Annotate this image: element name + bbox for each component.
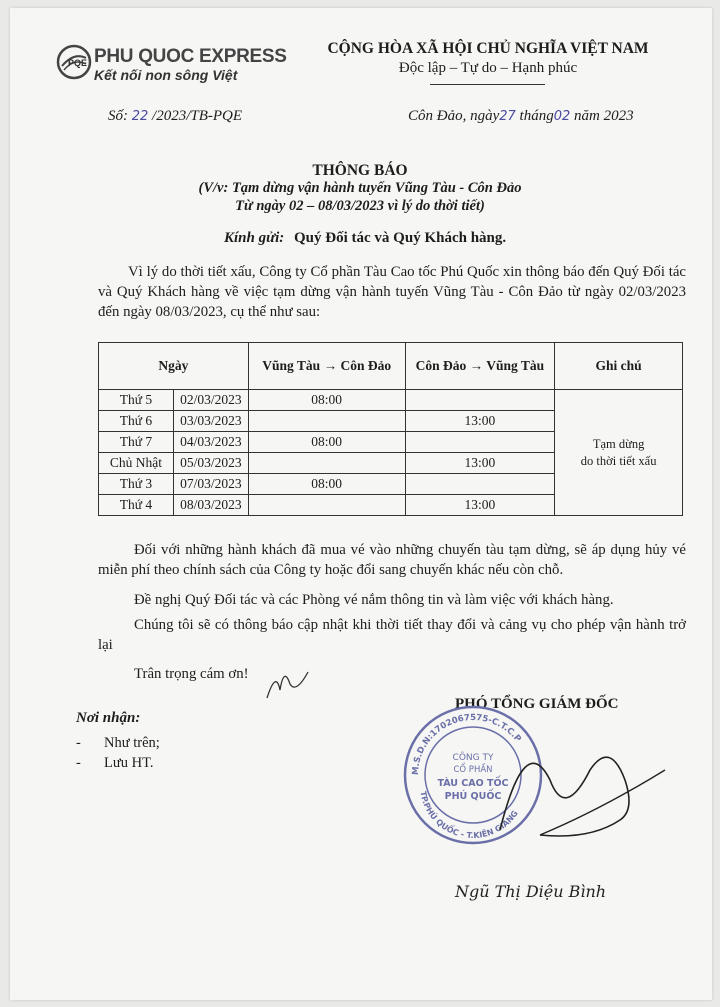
vt-cd-cell: 08:00 xyxy=(248,432,405,453)
salutation-label: Kính gửi: xyxy=(224,230,285,246)
date-month-label: tháng xyxy=(519,108,554,124)
ref-prefix: Số: xyxy=(108,108,128,124)
note-line1: Tạm dừng xyxy=(592,436,645,451)
vt-cd-cell xyxy=(248,453,405,474)
company-name: PHU QUOC EXPRESS xyxy=(94,46,287,67)
notice-subject-line2: Từ ngày 02 – 08/03/2023 vì lý do thời tiết) xyxy=(235,198,485,214)
date-year: năm 2023 xyxy=(574,108,634,124)
ref-number: 22 xyxy=(131,109,149,124)
initial-scribble-icon xyxy=(262,660,312,705)
company-slogan: Kết nối non sông Việt xyxy=(94,67,238,83)
header-note: Ghi chú xyxy=(555,343,683,390)
date-cell: 08/03/2023 xyxy=(173,495,248,516)
ref-suffix: /2023/TB-PQE xyxy=(152,108,243,124)
svg-text:PHÚ QUỐC: PHÚ QUỐC xyxy=(444,791,502,802)
paragraph-update: Chúng tôi sẽ có thông báo cập nhật khi thời tiết thay đổi và cảng vụ cho phép vận hành trở lại xyxy=(98,617,686,653)
notice-subject-line1: (V/v: Tạm dừng vận hành tuyến Vũng Tàu - Côn Đảo xyxy=(198,180,522,196)
paragraph-refund: Đối với những hành khách đã mua vé vào những chuyến tàu tạm dừng, sẽ áp dụng hủy vé miễn phí theo chính sách của Công ty hoặc đổi sang chuyến khác nếu còn chỗ. xyxy=(98,542,686,578)
cd-vt-cell xyxy=(405,432,555,453)
cd-vt-cell xyxy=(405,390,555,411)
table-header-row xyxy=(99,343,683,390)
date-cell: 04/03/2023 xyxy=(173,432,248,453)
weekday-cell: Thứ 4 xyxy=(99,495,174,516)
paragraph-thanks: Trân trọng cám ơn! xyxy=(134,666,249,682)
recipient-item: - Lưu HT. xyxy=(76,755,154,771)
weekday-cell: Thứ 5 xyxy=(99,390,174,411)
cd-vt-cell: 13:00 xyxy=(405,453,555,474)
paragraph-intro: Vì lý do thời tiết xấu, Công ty Cổ phần Tàu Cao tốc Phú Quốc xin thông báo đến Quý Đối tác và Quý Khách hàng về việc tạm dừng vận hành tuyến Vũng Tàu - Côn Đảo từ ngày 02/03/2023 đến ngày 08/03/2023, cụ thể như sau: xyxy=(98,264,686,320)
note-cell xyxy=(555,390,683,516)
date-month: 02 xyxy=(553,109,571,124)
cd-vt-cell: 13:00 xyxy=(405,495,555,516)
vt-cd-cell: 08:00 xyxy=(248,390,405,411)
signature-stroke-icon xyxy=(440,710,670,860)
nation-motto: Độc lập – Tự do – Hạnh phúc xyxy=(398,60,578,76)
header-day: Ngày xyxy=(99,343,249,390)
vt-cd-cell xyxy=(248,411,405,432)
motto-underline xyxy=(430,84,545,85)
date-cell: 02/03/2023 xyxy=(173,390,248,411)
header-cd-vt: Côn Đảo → Vũng Tàu xyxy=(405,343,555,390)
signer-name: Ngũ Thị Diệu Bình xyxy=(455,882,607,901)
weekday-cell: Chủ Nhật xyxy=(99,453,174,474)
weekday-cell: Thứ 7 xyxy=(99,432,174,453)
weekday-cell: Thứ 6 xyxy=(99,411,174,432)
paragraph-request: Đề nghị Quý Đối tác và các Phòng vé nắm thông tin và làm việc với khách hàng. xyxy=(134,592,614,608)
signer-role: PHÓ TỔNG GIÁM ĐỐC xyxy=(455,696,619,712)
table-row xyxy=(99,390,683,411)
svg-text:TÀU CAO TỐC: TÀU CAO TỐC xyxy=(437,778,509,789)
salutation-to: Quý Đối tác và Quý Khách hàng. xyxy=(294,230,507,246)
reference-number xyxy=(108,108,242,125)
header-vt-cd: Vũng Tàu → Côn Đảo xyxy=(248,343,405,390)
svg-text:TP.PHÚ QUỐC - T.KIÊN GIANG: TP.PHÚ QUỐC - T.KIÊN GIANG xyxy=(418,790,520,841)
vt-cd-cell xyxy=(248,495,405,516)
date-place: Côn Đảo, ngày xyxy=(408,108,500,124)
issue-date xyxy=(408,108,634,125)
logo-mark-text: PQE xyxy=(68,58,88,68)
date-cell: 03/03/2023 xyxy=(173,411,248,432)
nation-title: CỘNG HÒA XÃ HỘI CHỦ NGHĨA VIỆT NAM xyxy=(327,40,649,57)
date-cell: 07/03/2023 xyxy=(173,474,248,495)
recipient-item: - Như trên; xyxy=(76,735,160,751)
salutation xyxy=(224,230,506,247)
recipients-label: Nơi nhận: xyxy=(76,710,141,726)
company-logo-icon xyxy=(56,44,92,80)
vt-cd-cell: 08:00 xyxy=(248,474,405,495)
svg-text:M.S.D.N:1702067575-C.T.C.P: M.S.D.N:1702067575-C.T.C.P xyxy=(410,713,523,776)
date-day: 27 xyxy=(499,109,516,124)
notice-title: THÔNG BÁO xyxy=(312,162,408,179)
cd-vt-cell xyxy=(405,474,555,495)
schedule-table xyxy=(98,342,683,516)
svg-text:CỔ PHẦN: CỔ PHẦN xyxy=(453,765,493,775)
weekday-cell: Thứ 3 xyxy=(99,474,174,495)
cd-vt-cell: 13:00 xyxy=(405,411,555,432)
date-cell: 05/03/2023 xyxy=(173,453,248,474)
svg-text:CÔNG TY: CÔNG TY xyxy=(452,753,494,763)
note-line2: do thời tiết xấu xyxy=(580,453,657,468)
